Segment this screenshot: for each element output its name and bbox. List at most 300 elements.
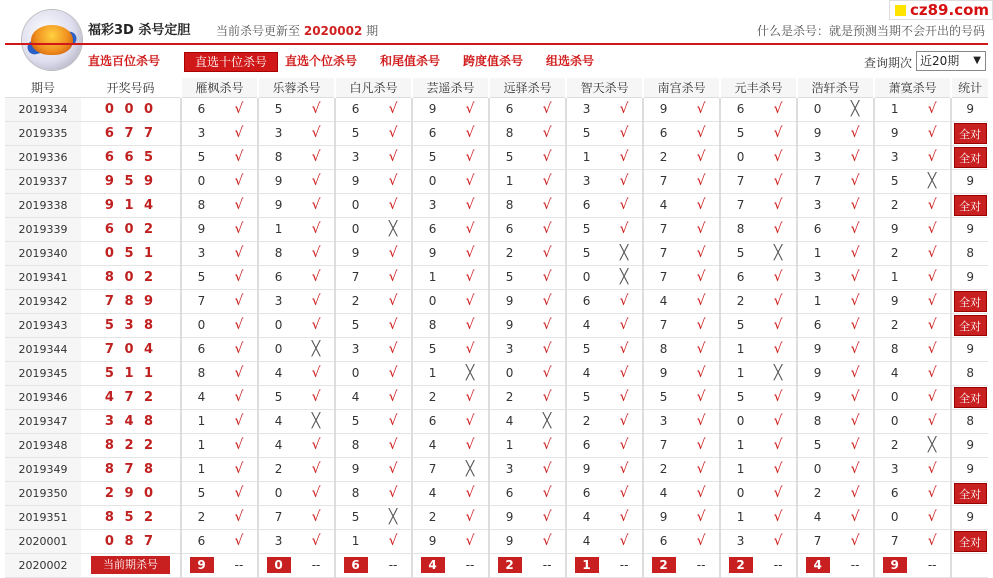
site-logo [22,10,82,70]
kill-value: 5 [258,97,298,121]
current-placeholder: -- [760,553,797,577]
header-expert: 元丰杀号 [720,78,797,97]
check-icon: √ [298,481,335,505]
kill-value: 7 [720,169,760,193]
kill-value: 1 [720,433,760,457]
current-stat [951,553,988,577]
kill-value: 1 [489,169,529,193]
row-draw-number: 6 0 2 [81,217,181,241]
current-kill-value: 0 [267,557,291,573]
check-icon: √ [375,265,412,289]
table-row [5,481,988,505]
current-placeholder: -- [221,553,258,577]
check-icon: √ [529,121,566,145]
row-draw-number: 0 0 0 [81,97,181,121]
kill-value: 2 [489,385,529,409]
check-icon: √ [606,337,643,361]
kill-value: 1 [874,265,914,289]
check-icon: √ [837,217,874,241]
correct-count: 8 [966,414,974,428]
correct-count: 9 [966,438,974,452]
check-icon: √ [760,457,797,481]
site-domain: cz89.com [910,1,990,19]
correct-count: 9 [966,510,974,524]
check-icon: √ [837,169,874,193]
check-icon: √ [683,265,720,289]
kill-value: 2 [874,193,914,217]
cross-icon: ╳ [375,505,412,529]
kill-value: 9 [643,361,683,385]
kill-value: 6 [643,121,683,145]
all-correct-badge: 全对 [954,483,987,504]
check-icon: √ [837,313,874,337]
kill-value: 6 [720,97,760,121]
kill-value: 3 [797,265,837,289]
kill-value: 4 [566,505,606,529]
check-icon: √ [452,97,489,121]
check-icon: √ [606,457,643,481]
kill-value: 3 [643,409,683,433]
row-period: 2019344 [5,337,81,361]
kill-value: 5 [566,217,606,241]
check-icon: √ [529,385,566,409]
check-icon: √ [221,505,258,529]
kill-value: 7 [643,169,683,193]
check-icon: √ [298,217,335,241]
header-expert: 浩轩杀号 [797,78,874,97]
check-icon: √ [606,505,643,529]
kill-value: 6 [181,97,221,121]
check-icon: √ [375,145,412,169]
check-icon: √ [837,337,874,361]
kill-value: 7 [643,265,683,289]
current-kill-cell [181,553,221,577]
kill-value: 0 [797,457,837,481]
check-icon: √ [760,481,797,505]
row-stat [951,409,988,433]
kill-value: 6 [412,121,452,145]
check-icon: √ [298,529,335,553]
check-icon: √ [837,481,874,505]
check-icon: √ [914,145,951,169]
kill-value: 9 [412,97,452,121]
tab-0[interactable]: 直选百位杀号 [88,54,161,68]
kill-value: 2 [643,457,683,481]
kill-value: 7 [258,505,298,529]
check-icon: √ [221,361,258,385]
check-icon: √ [760,265,797,289]
kill-value: 5 [566,337,606,361]
correct-count: 8 [966,366,974,380]
check-icon: √ [683,193,720,217]
kill-value: 0 [258,481,298,505]
kill-value: 4 [258,409,298,433]
check-icon: √ [914,265,951,289]
check-icon: √ [837,385,874,409]
row-draw-number: 7 8 9 [81,289,181,313]
check-icon: √ [914,457,951,481]
check-icon: √ [914,121,951,145]
site-square-icon [895,5,906,16]
page-title: 福彩3D 杀号定胆 [88,23,191,38]
table-row [5,385,988,409]
check-icon: √ [683,217,720,241]
kill-value: 1 [181,457,221,481]
kill-value: 6 [566,433,606,457]
current-kill-cell [874,553,914,577]
check-icon: √ [837,121,874,145]
check-icon: √ [837,361,874,385]
kill-value: 0 [874,409,914,433]
cross-icon: ╳ [452,457,489,481]
kill-value: 3 [874,145,914,169]
update-prefix: 当前杀号更新至 [216,24,301,38]
table-row [5,265,988,289]
kill-value: 6 [489,97,529,121]
kill-value: 5 [797,433,837,457]
cross-icon: ╳ [298,409,335,433]
kill-value: 7 [797,529,837,553]
check-icon: √ [221,457,258,481]
kill-value: 5 [720,121,760,145]
kill-value: 3 [489,337,529,361]
kill-value: 9 [335,457,375,481]
check-icon: √ [683,169,720,193]
kill-value: 5 [335,121,375,145]
check-icon: √ [221,481,258,505]
check-icon: √ [452,481,489,505]
check-icon: √ [914,217,951,241]
check-icon: √ [529,97,566,121]
check-icon: √ [221,145,258,169]
header-period: 期号 [5,78,81,97]
kill-value: 4 [797,505,837,529]
correct-count: 9 [966,222,974,236]
table-row [5,409,988,433]
current-kill-cell [412,553,452,577]
kill-value: 3 [489,457,529,481]
kill-value: 5 [335,505,375,529]
kill-value: 4 [335,385,375,409]
row-period: 2019342 [5,289,81,313]
row-period: 2019345 [5,361,81,385]
check-icon: √ [914,385,951,409]
kill-value: 5 [181,145,221,169]
tab-3[interactable]: 和尾值杀号 [380,54,441,68]
check-icon: √ [606,97,643,121]
check-icon: √ [529,241,566,265]
check-icon: √ [529,289,566,313]
header-expert: 智天杀号 [566,78,643,97]
kill-value: 2 [643,145,683,169]
current-period: 2020002 [5,553,81,577]
site-badge[interactable] [889,0,993,20]
check-icon: √ [914,505,951,529]
kill-value: 0 [258,337,298,361]
check-icon: √ [606,433,643,457]
kill-value: 5 [489,145,529,169]
check-icon: √ [914,409,951,433]
kill-value: 9 [335,169,375,193]
check-icon: √ [837,433,874,457]
current-kill-cell [720,553,760,577]
kill-value: 4 [643,289,683,313]
check-icon: √ [914,481,951,505]
kill-value: 1 [258,217,298,241]
check-icon: √ [683,529,720,553]
check-icon: √ [529,193,566,217]
all-correct-badge: 全对 [954,147,987,168]
check-icon: √ [452,121,489,145]
kill-value: 4 [489,409,529,433]
table-row [5,145,988,169]
kill-value: 9 [797,385,837,409]
kill-value: 6 [181,337,221,361]
kill-value: 8 [181,193,221,217]
check-icon: √ [452,241,489,265]
cross-icon: ╳ [914,433,951,457]
check-icon: √ [529,505,566,529]
check-icon: √ [683,121,720,145]
current-placeholder: -- [914,553,951,577]
table-row [5,505,988,529]
kill-value: 9 [258,193,298,217]
current-label-cell [81,553,181,577]
tab-1[interactable]: 直选十位杀号 [184,52,278,72]
kill-value: 3 [181,121,221,145]
kill-value: 3 [258,529,298,553]
kill-value: 8 [720,217,760,241]
row-stat [951,505,988,529]
kill-value: 0 [720,145,760,169]
row-draw-number: 0 8 7 [81,529,181,553]
check-icon: √ [452,289,489,313]
kill-value: 6 [566,193,606,217]
row-draw-number: 4 7 2 [81,385,181,409]
row-draw-number: 7 0 4 [81,337,181,361]
all-correct-badge: 全对 [954,531,987,552]
check-icon: √ [221,529,258,553]
table-row [5,289,988,313]
kill-value: 7 [720,193,760,217]
table-row [5,193,988,217]
current-kill-value: 4 [421,557,445,573]
check-icon: √ [760,409,797,433]
check-icon: √ [760,169,797,193]
row-stat [951,529,988,553]
table-row [5,217,988,241]
tab-4[interactable]: 跨度值杀号 [463,54,524,68]
check-icon: √ [837,265,874,289]
kill-value: 2 [874,313,914,337]
kill-value: 9 [874,289,914,313]
row-draw-number: 2 9 0 [81,481,181,505]
cross-icon: ╳ [298,337,335,361]
current-placeholder: -- [529,553,566,577]
current-kill-value: 2 [498,557,522,573]
kill-value: 5 [720,313,760,337]
kill-value: 5 [874,169,914,193]
check-icon: √ [375,433,412,457]
kill-number-table [5,78,988,578]
row-draw-number: 8 7 8 [81,457,181,481]
header-stat: 统计 [951,78,988,97]
check-icon: √ [298,505,335,529]
row-draw-number: 5 1 1 [81,361,181,385]
kill-value: 6 [566,289,606,313]
table-row [5,361,988,385]
query-period-select[interactable] [916,51,986,71]
header-expert: 雁枫杀号 [181,78,258,97]
check-icon: √ [529,433,566,457]
check-icon: √ [298,433,335,457]
current-label: 当前期杀号 [91,556,170,574]
kill-value: 9 [797,337,837,361]
check-icon: √ [375,361,412,385]
row-stat [951,457,988,481]
check-icon: √ [683,313,720,337]
kill-value: 0 [797,97,837,121]
kill-value: 7 [643,217,683,241]
check-icon: √ [452,145,489,169]
kill-value: 0 [874,385,914,409]
kill-value: 5 [720,241,760,265]
row-period: 2019347 [5,409,81,433]
check-icon: √ [529,481,566,505]
kill-value: 0 [181,313,221,337]
kill-value: 6 [643,529,683,553]
kill-value: 8 [874,337,914,361]
check-icon: √ [683,433,720,457]
check-icon: √ [683,481,720,505]
table-row [5,529,988,553]
query-label: 查询期次 [864,56,913,70]
check-icon: √ [375,169,412,193]
check-icon: √ [914,193,951,217]
check-icon: √ [606,409,643,433]
check-icon: √ [221,121,258,145]
kill-value: 1 [489,433,529,457]
check-icon: √ [760,505,797,529]
check-icon: √ [760,433,797,457]
kill-value: 7 [643,313,683,337]
kill-value: 5 [181,265,221,289]
kill-value: 3 [335,145,375,169]
kill-value: 4 [258,433,298,457]
kill-value: 9 [797,121,837,145]
current-placeholder: -- [837,553,874,577]
row-stat [951,169,988,193]
check-icon: √ [221,169,258,193]
kill-value: 6 [181,529,221,553]
row-draw-number: 8 0 2 [81,265,181,289]
check-icon: √ [606,145,643,169]
check-icon: √ [914,289,951,313]
row-draw-number: 5 3 8 [81,313,181,337]
kill-value: 1 [181,433,221,457]
table-row [5,313,988,337]
kill-value: 3 [874,457,914,481]
check-icon: √ [375,313,412,337]
kill-value: 8 [489,193,529,217]
check-icon: √ [529,169,566,193]
row-stat [951,481,988,505]
kill-value: 6 [412,409,452,433]
check-icon: √ [375,289,412,313]
row-period: 2019338 [5,193,81,217]
kill-value: 2 [258,457,298,481]
kill-value: 4 [643,193,683,217]
kill-value: 1 [412,265,452,289]
kill-value: 6 [720,265,760,289]
kill-value: 4 [412,481,452,505]
cross-icon: ╳ [529,409,566,433]
check-icon: √ [529,337,566,361]
check-icon: √ [606,169,643,193]
current-kill-cell [643,553,683,577]
kill-value: 5 [181,481,221,505]
kill-value: 9 [874,121,914,145]
check-icon: √ [837,457,874,481]
kill-value: 5 [335,313,375,337]
kill-value: 6 [566,481,606,505]
cross-icon: ╳ [837,97,874,121]
check-icon: √ [375,193,412,217]
row-stat [951,313,988,337]
check-icon: √ [298,289,335,313]
correct-count: 9 [966,102,974,116]
tab-5[interactable]: 组选杀号 [546,54,595,68]
all-correct-badge: 全对 [954,315,987,336]
kill-value: 4 [258,361,298,385]
check-icon: √ [683,97,720,121]
kill-value: 9 [566,457,606,481]
kill-value: 5 [258,385,298,409]
kill-value: 1 [797,289,837,313]
check-icon: √ [221,433,258,457]
cross-icon: ╳ [606,241,643,265]
kill-value: 8 [797,409,837,433]
kill-value: 6 [874,481,914,505]
all-correct-badge: 全对 [954,195,987,216]
row-draw-number: 9 1 4 [81,193,181,217]
check-icon: √ [221,289,258,313]
kill-value: 5 [412,145,452,169]
check-icon: √ [837,409,874,433]
row-period: 2019343 [5,313,81,337]
check-icon: √ [606,481,643,505]
check-icon: √ [452,265,489,289]
kill-value: 3 [258,289,298,313]
tab-2[interactable]: 直选个位杀号 [285,54,358,68]
kill-value: 3 [797,145,837,169]
header-expert: 乐蓉杀号 [258,78,335,97]
check-icon: √ [529,217,566,241]
current-kill-value: 4 [806,557,830,573]
kill-value: 5 [566,241,606,265]
table-row [5,97,988,121]
kill-value: 2 [566,409,606,433]
kill-value: 8 [258,241,298,265]
header-draw: 开奖号码 [81,78,181,97]
row-stat [951,361,988,385]
kill-value: 6 [412,217,452,241]
kill-value: 5 [643,385,683,409]
current-kill-value: 1 [575,557,599,573]
check-icon: √ [683,409,720,433]
check-icon: √ [375,97,412,121]
header-divider [5,43,988,45]
